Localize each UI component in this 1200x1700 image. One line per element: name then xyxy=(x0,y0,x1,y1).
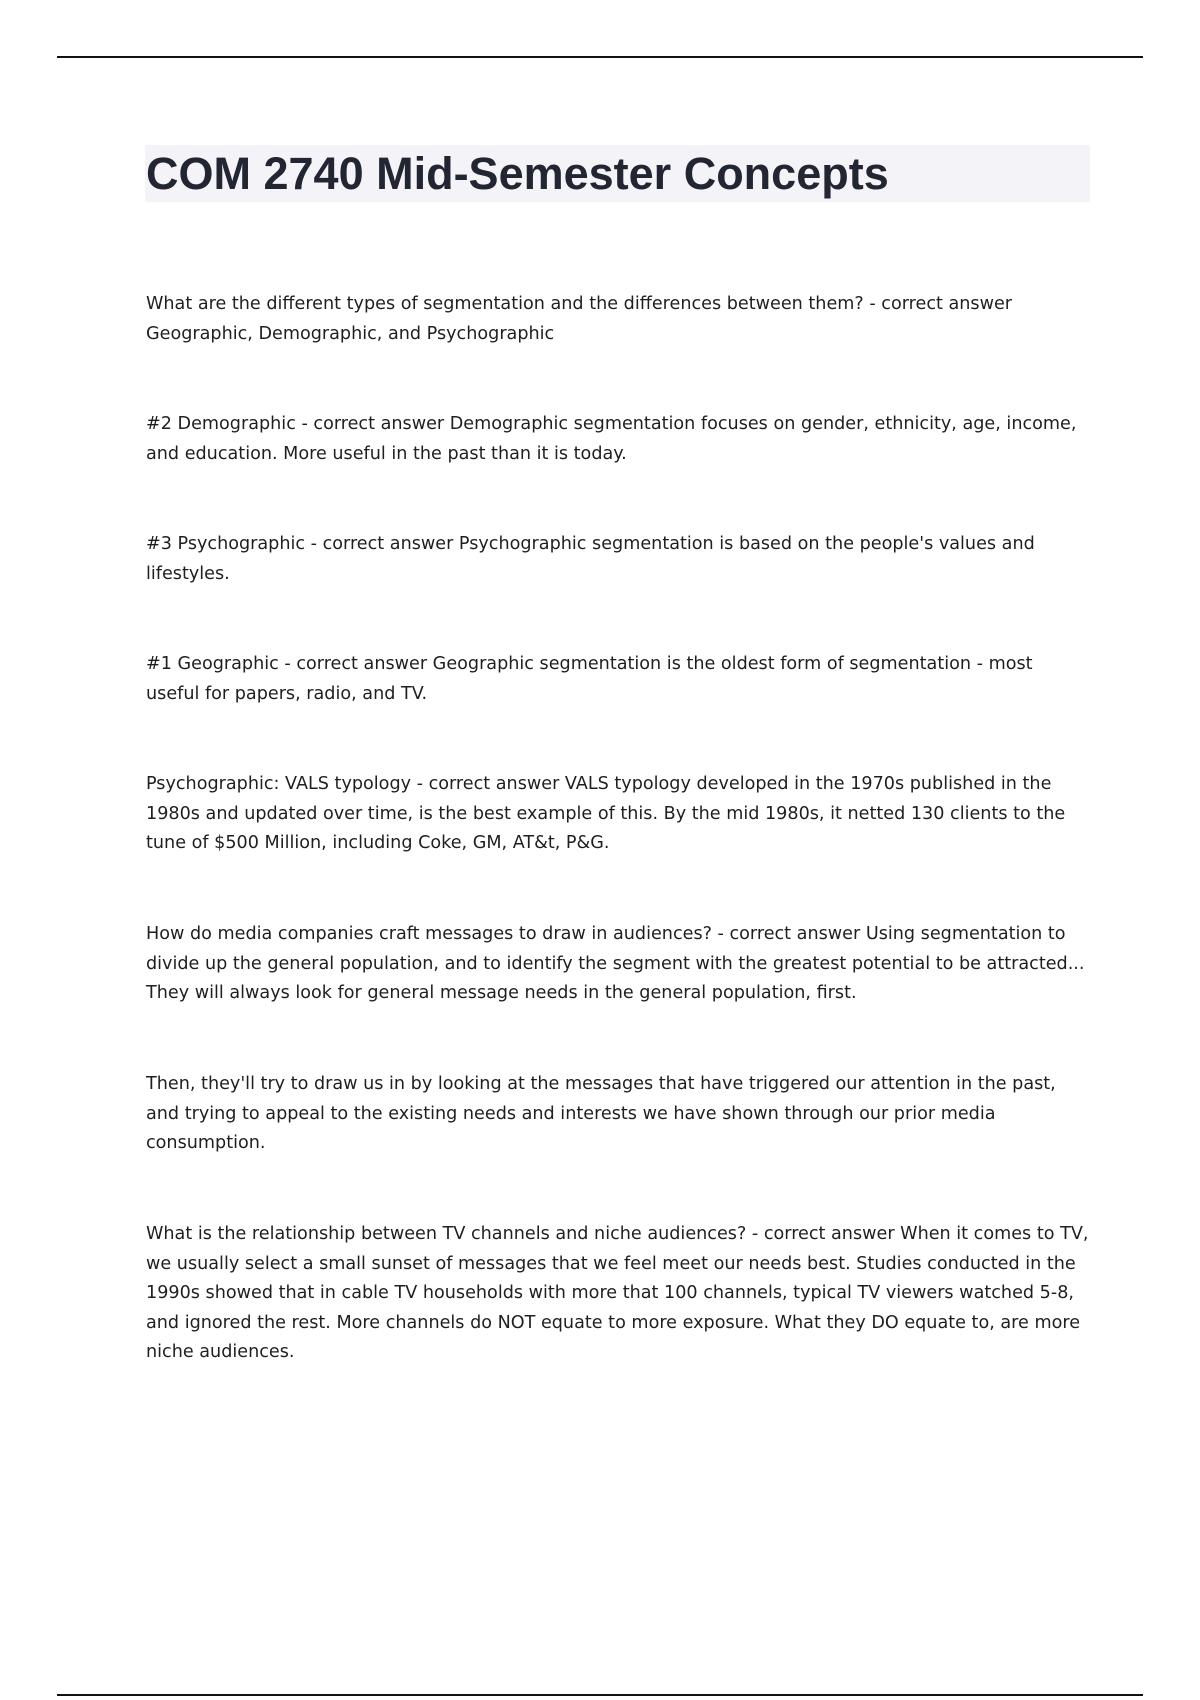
bottom-divider xyxy=(57,1694,1143,1696)
qa-item: #2 Demographic - correct answer Demographic segmentation focuses on gender, ethnicity, age, income, and education. More useful in the past than it is today. xyxy=(146,414,1077,464)
page-title: COM 2740 Mid-Semester Concepts xyxy=(146,148,889,199)
qa-item: Then, they'll try to draw us in by looking at the messages that have triggered our attention in the past, and trying to appeal to the existing needs and interests we have shown through our prior media consumption. xyxy=(146,1074,1056,1153)
qa-item: #1 Geographic - correct answer Geographic segmentation is the oldest form of segmentation - most useful for papers, radio, and TV. xyxy=(146,654,1033,704)
top-divider xyxy=(57,56,1143,58)
qa-list xyxy=(146,290,1091,1400)
qa-item: #3 Psychographic - correct answer Psychographic segmentation is based on the people's values and lifestyles. xyxy=(146,534,1035,584)
qa-item: What are the different types of segmentation and the differences between them? - correct answer Geographic, Demographic, and Psychographic xyxy=(146,294,1013,344)
qa-item: What is the relationship between TV channels and niche audiences? - correct answer When it comes to TV, we usually select a small sunset of messages that we feel meet our needs best. Studies conducted in the 1990s showed that in cable TV households with more that 100 channels, typical TV viewers watched 5-8, and ignored the rest. More channels do NOT equate to more exposure. What they DO equate to, are more niche audiences. xyxy=(146,1224,1089,1362)
qa-item: Psychographic: VALS typology - correct answer VALS typology developed in the 1970s published in the 1980s and updated over time, is the best example of this. By the mid 1980s, it netted 130 clients to the tune of $500 Million, including Coke, GM, AT&t, P&G. xyxy=(146,774,1066,853)
qa-item: How do media companies craft messages to draw in audiences? - correct answer Using segmentation to divide up the general population, and to identify the segment with the greatest potential to be attracted... They will always look for general message needs in the general population, first. xyxy=(146,924,1085,1003)
